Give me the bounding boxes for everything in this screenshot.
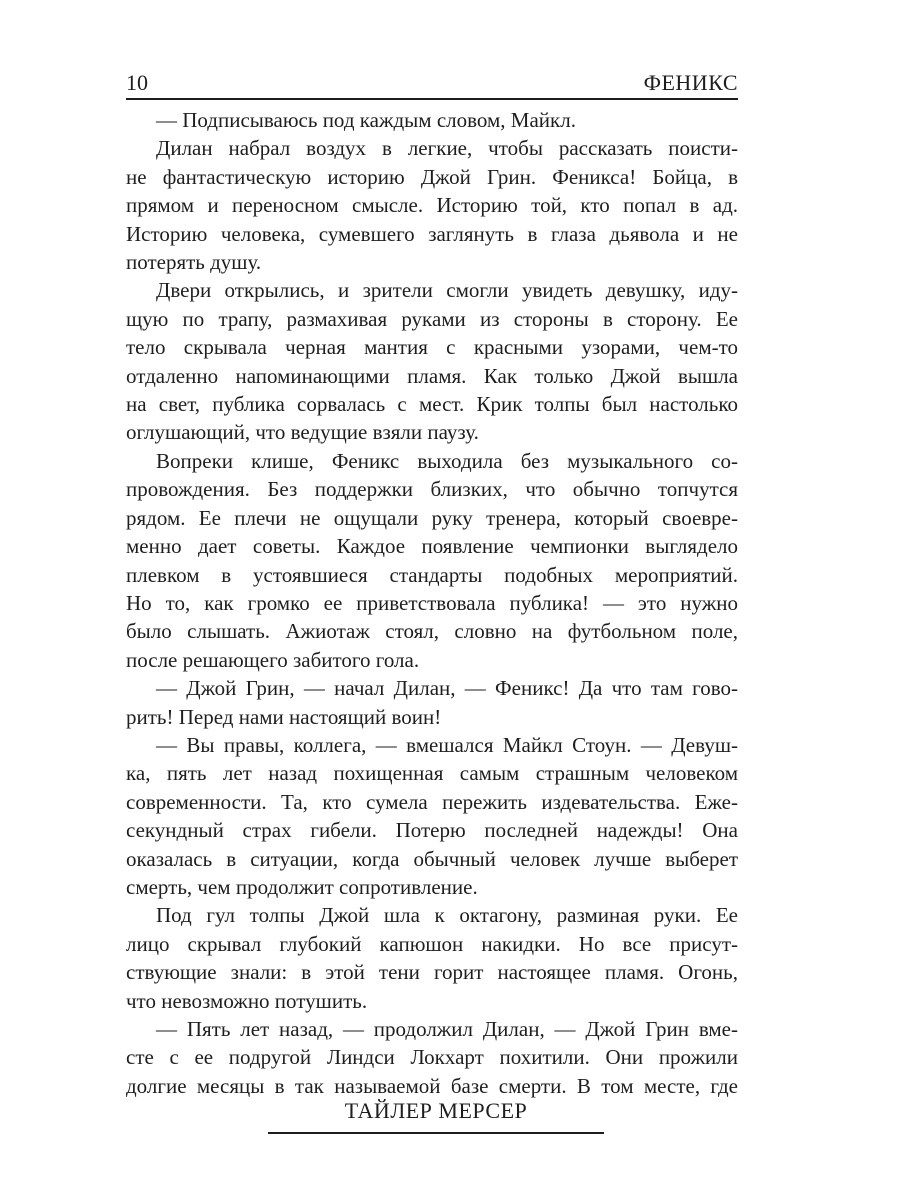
running-title: ФЕНИКС xyxy=(643,70,738,95)
text-line: — Джой Грин, — начал Дилан, — Феникс! Да что там гово- xyxy=(156,676,738,701)
text-line: щую по трапу, размахивая руками из стороны в сторону. Ее xyxy=(126,306,738,331)
text-line: Вопреки клише, Феникс выходила без музыкального со- xyxy=(156,448,738,473)
paragraph xyxy=(126,731,738,901)
text-line: прямом и переносном смысле. Историю той, кто попал в ад. xyxy=(126,193,738,218)
text-line: Но то, как громко ее приветствовала публика! — это нужно xyxy=(126,590,738,615)
paragraph xyxy=(126,1015,738,1100)
text-line: не фантастическую историю Джой Грин. Феникса! Бойца, в xyxy=(126,164,738,189)
text-line: смерть, чем продолжит сопротивление. xyxy=(126,874,478,899)
text-line: плевком в устоявшиеся стандарты подобных мероприятий. xyxy=(126,562,738,587)
text-line: менно дает советы. Каждое появление чемпионки выглядело xyxy=(126,534,738,559)
text-line: было слышать. Ажиотаж стоял, словно на футбольном поле, xyxy=(126,619,738,644)
text-line: на свет, публика сорвалась с мест. Крик толпы был настолько xyxy=(126,392,738,417)
page-footer xyxy=(268,1096,604,1134)
text-line: современности. Та, кто сумела пережить издевательства. Еже- xyxy=(126,789,738,814)
text-line: отдаленно напоминающими пламя. Как только Джой вышла xyxy=(126,363,738,388)
paragraph xyxy=(126,276,738,446)
page-number: 10 xyxy=(126,70,148,95)
text-line: рядом. Ее плечи не ощущали руку тренера, который своевре- xyxy=(126,505,738,530)
text-line: после решающего забитого гола. xyxy=(126,647,420,672)
text-line: лицо скрывал глубокий капюшон накидки. Но все присут- xyxy=(126,931,738,956)
body-text xyxy=(126,106,738,1100)
text-line: — Подписываюсь под каждым словом, Майкл. xyxy=(156,108,576,132)
text-line: потерять душу. xyxy=(126,250,262,275)
text-line: рить! Перед нами настоящий воин! xyxy=(126,704,442,729)
paragraph xyxy=(126,674,738,731)
text-line: Историю человека, сумевшего заглянуть в глаза дьявола и не xyxy=(126,221,738,246)
text-line: — Пять лет назад, — продолжил Дилан, — Джой Грин вме- xyxy=(156,1017,738,1041)
text-line: Под гул толпы Джой шла к октагону, разминая руки. Ее xyxy=(156,903,738,928)
text-line: провождения. Без поддержки близких, что обычно топчутся xyxy=(126,477,738,502)
text-line: сте с ее подругой Линдси Локхарт похитили. Они прожили xyxy=(126,1045,738,1070)
page-header xyxy=(126,70,738,100)
paragraph xyxy=(126,901,738,1015)
text-line: оглушающий, что ведущие взяли паузу. xyxy=(126,420,479,445)
text-line: ка, пять лет назад похищенная самым страшным человеком xyxy=(126,761,738,786)
text-line: — Вы правы, коллега, — вмешался Майкл Стоун. — Девуш- xyxy=(156,732,738,757)
paragraph xyxy=(126,106,738,134)
text-line: что невозможно потушить. xyxy=(126,988,368,1013)
text-line: тело скрывала черная мантия с красными узорами, чем-то xyxy=(126,335,738,360)
text-line: ствующие знали: в этой тени горит настоящее пламя. Огонь, xyxy=(126,960,738,985)
text-line: Дилан набрал воздух в легкие, чтобы рассказать поисти- xyxy=(156,136,738,161)
paragraph xyxy=(126,447,738,674)
text-line: секундный страх гибели. Потерю последней надежды! Она xyxy=(126,818,738,843)
paragraph xyxy=(126,134,738,276)
author-name: ТАЙЛЕР МЕРСЕР xyxy=(344,1098,528,1123)
text-line: оказалась в ситуации, когда обычный человек лучше выберет xyxy=(126,846,738,871)
text-line: долгие месяцы в так называемой базе смерти. В том месте, где xyxy=(126,1073,738,1098)
text-line: Двери открылись, и зрители смогли увидеть девушку, иду- xyxy=(156,278,738,303)
